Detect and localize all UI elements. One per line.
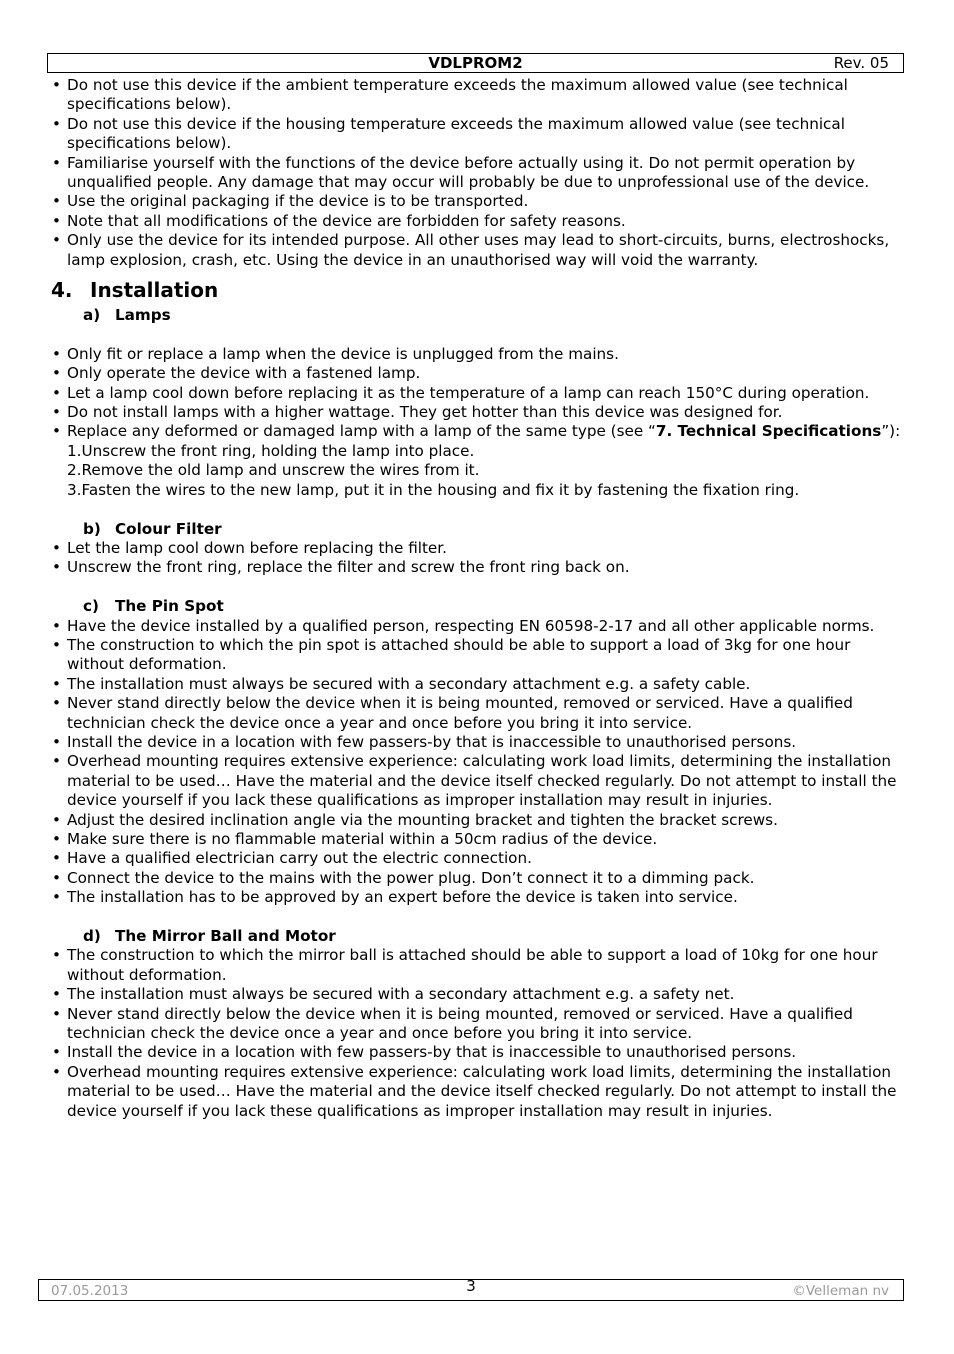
footer-date: 07.05.2013 [51,1283,129,1299]
subheading-colour-filter [51,520,901,539]
list-item: • Never stand directly below the device when it is being mounted, removed or serviced. Have a qualified technician check the device once a year and once before you bring it into service. [51,694,901,733]
section-heading-installation [51,277,901,303]
list-item: • Unscrew the front ring, replace the filter and screw the front ring back on. [51,558,901,577]
list-item: • Note that all modifications of the device are forbidden for safety reasons. [51,212,901,231]
subheading-letter: c) [83,597,99,616]
list-item-replace-lamp: • Replace any deformed or damaged lamp with a lamp of the same type (see “7. Technical Specifications”): [51,422,901,441]
list-item: • Overhead mounting requires extensive experience: calculating work load limits, determining the installation material to be used… Have the material and the device itself checked regularly. Do not attempt to install the device yourself if you lack these qualifications as improper installation may result in injuries. [51,752,901,810]
document-body [51,76,901,1121]
list-item: • Only fit or replace a lamp when the device is unplugged from the mains. [51,345,901,364]
subheading-letter: d) [83,927,101,945]
subheading-mirror-ball [51,927,901,946]
list-item: • The construction to which the pin spot is attached should be able to support a load of 3kg for one hour without deformation. [51,636,901,675]
list-item: • Connect the device to the mains with the power plug. Don’t connect it to a dimming pack. [51,869,901,888]
list-item: • Overhead mounting requires extensive experience: calculating work load limits, determining the installation material to be used… Have the material and the device itself checked regularly. Do not attempt to install the device yourself if you lack these qualifications as improper installation may result in injuries. [51,1063,901,1121]
page-footer [38,1279,904,1301]
list-item: • Use the original packaging if the device is to be transported. [51,192,901,211]
model-name: VDLPROM2 [428,54,523,72]
spec-reference: 7. Technical Specifications [655,422,882,441]
subheading-lamps [51,306,901,325]
list-item: • The installation must always be secured with a secondary attachment e.g. a safety cable. [51,675,901,694]
list-item: • The installation must always be secured with a secondary attachment e.g. a safety net. [51,985,901,1004]
list-item: • Let the lamp cool down before replacing the filter. [51,539,901,558]
section-title: Installation [90,278,219,303]
list-item: • Familiarise yourself with the functions of the device before actually using it. Do not permit operation by unqualified people. Any damage that may occur will probably be due to unprofessional use of the device. [51,154,901,193]
section-number: 4. [51,278,73,303]
pinspot-bullet-list [51,617,901,908]
subheading-title: Colour Filter [115,519,222,538]
step-item: 2.Remove the old lamp and unscrew the wires from it. [67,461,480,480]
subheading-pin-spot [51,597,901,616]
list-item: • Do not use this device if the ambient temperature exceeds the maximum allowed value (see technical specifications below). [51,76,901,115]
list-item: • Only use the device for its intended purpose. All other uses may lead to short-circuits, burns, electroshocks, lamp explosion, crash, etc. Using the device in an unauthorised way will void the warranty. [51,231,901,270]
page-number: 3 [466,1277,476,1295]
subheading-title: The Mirror Ball and Motor [115,927,336,945]
list-item: • Do not install lamps with a higher wattage. They get hotter than this device was designed for. [51,403,901,422]
step-item: 3.Fasten the wires to the new lamp, put it in the housing and fix it by fastening the fixation ring. [67,480,800,499]
list-item: • The construction to which the mirror ball is attached should be able to support a load of 10kg for one hour without deformation. [51,946,901,985]
revision-label: Rev. 05 [833,54,889,72]
lamp-replacement-steps [51,442,901,500]
subheading-letter: b) [83,519,101,538]
subheading-title: The Pin Spot [115,597,224,616]
list-item: • Install the device in a location with few passers-by that is inaccessible to unauthorised persons. [51,733,901,752]
subheading-letter: a) [83,306,101,325]
page-header [47,53,904,73]
lamps-bullet-list [51,345,901,442]
subheading-title: Lamps [115,306,171,325]
list-item: • Have the device installed by a qualified person, respecting EN 60598-2-17 and all other applicable norms. [51,617,901,636]
list-item: • The installation has to be approved by an expert before the device is taken into service. [51,888,901,907]
list-item: • Install the device in a location with few passers-by that is inaccessible to unauthorised persons. [51,1043,901,1062]
list-item: • Make sure there is no flammable material within a 50cm radius of the device. [51,830,901,849]
list-item: • Only operate the device with a fastened lamp. [51,364,901,383]
footer-copyright: ©Velleman nv [792,1283,889,1299]
step-item: 1.Unscrew the front ring, holding the lamp into place. [67,441,475,460]
mirrorball-bullet-list [51,946,901,1121]
list-item: • Let a lamp cool down before replacing it as the temperature of a lamp can reach 150°C during operation. [51,384,901,403]
list-item: • Never stand directly below the device when it is being mounted, removed or serviced. Have a qualified technician check the device once a year and once before you bring it into service. [51,1005,901,1044]
intro-bullet-list [51,76,901,270]
list-item: • Do not use this device if the housing temperature exceeds the maximum allowed value (see technical specifications below). [51,115,901,154]
list-item: • Adjust the desired inclination angle via the mounting bracket and tighten the bracket screws. [51,811,901,830]
filter-bullet-list [51,539,901,578]
list-item: • Have a qualified electrician carry out the electric connection. [51,849,901,868]
